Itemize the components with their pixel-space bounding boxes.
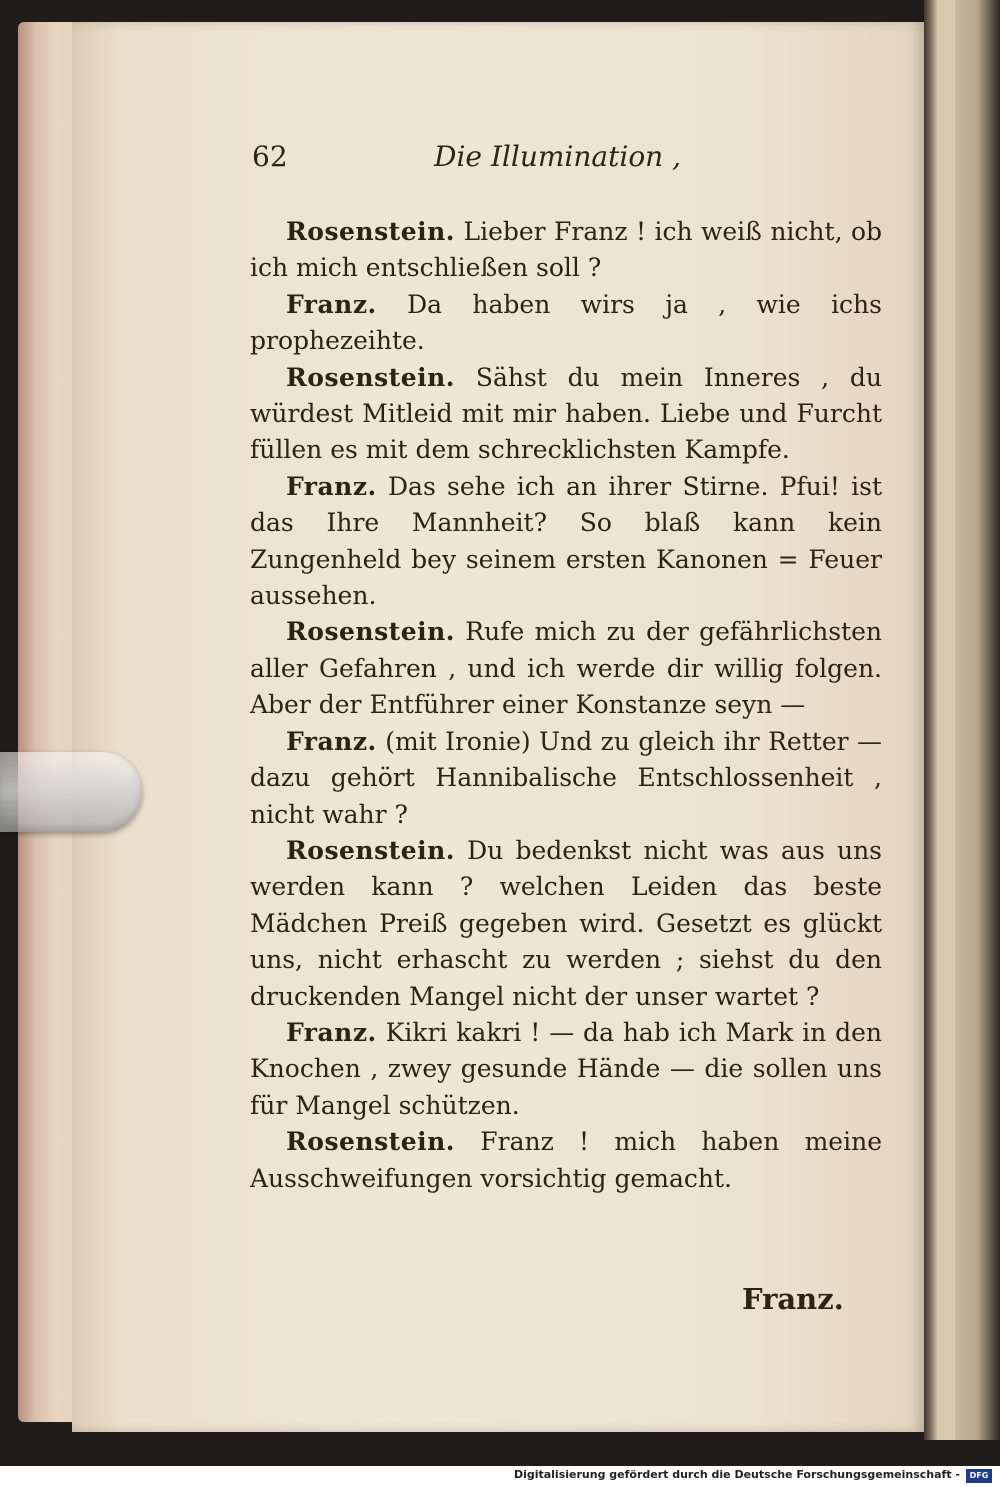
speaker-name: Franz. bbox=[286, 289, 377, 319]
running-title: Die Illumination , bbox=[434, 140, 682, 173]
dialogue-paragraph bbox=[250, 360, 882, 469]
dialogue-text: Du bedenkst nicht was aus uns werden kann ? welchen Leiden das beste Mädchen Preiß gegeben wird. Gesetzt es glückt uns, nicht erhascht zu werden ; siehst du den druckenden Mangel nicht der unser wartet ? bbox=[250, 835, 882, 1011]
speaker-name: Rosenstein. bbox=[286, 1127, 456, 1157]
funding-credit: Digitalisierung gefördert durch die Deutsche Forschungsgemeinschaft - bbox=[513, 1468, 960, 1481]
speaker-name: Franz. bbox=[286, 471, 377, 501]
dialogue-text: Lieber Franz ! ich weiß nicht, ob ich mich entschließen soll ? bbox=[250, 217, 883, 283]
catchword: Franz. bbox=[742, 1282, 844, 1316]
book-cover-edge bbox=[955, 0, 1000, 1440]
dialogue-paragraph bbox=[250, 724, 882, 833]
speaker-name: Franz. bbox=[286, 1017, 377, 1047]
dialogue-paragraph bbox=[250, 1015, 882, 1124]
page-holder-clip bbox=[0, 752, 142, 832]
dialogue-text: (mit Ironie) Und zu gleich ihr Retter — dazu gehört Hannibalische Entschlossenheit , nicht wahr ? bbox=[250, 726, 882, 829]
dialogue-paragraph bbox=[250, 833, 882, 1015]
dialogue-text: Das sehe ich an ihrer Stirne. Pfui! ist das Ihre Mannheit? So blaß kann kein Zungenheld bey seinem ersten Kanonen = Feuer aussehen. bbox=[250, 471, 882, 611]
dialogue-paragraph bbox=[250, 287, 882, 360]
speaker-name: Rosenstein. bbox=[286, 617, 456, 647]
dialogue-paragraph bbox=[250, 469, 882, 615]
speaker-name: Rosenstein. bbox=[286, 835, 456, 865]
speaker-name: Rosenstein. bbox=[286, 362, 456, 392]
dialogue-text: Rufe mich zu der gefährlichsten aller Gefahren , und ich werde dir willig folgen. Aber der Entführer einer Konstanze seyn — bbox=[250, 617, 882, 720]
running-head bbox=[252, 140, 892, 180]
dfg-logo-icon: DFG bbox=[966, 1469, 992, 1483]
page-number: 62 bbox=[252, 140, 288, 173]
dialogue-text: Kikri kakri ! — da hab ich Mark in den Knochen , zwey gesunde Hände — die sollen uns für Mangel schützen. bbox=[250, 1017, 882, 1120]
dialogue-paragraph bbox=[250, 214, 882, 287]
speaker-name: Franz. bbox=[286, 726, 377, 756]
dialogue-text: Da haben wirs ja , wie ichs prophezeihte. bbox=[250, 289, 882, 356]
page-body bbox=[250, 214, 882, 1197]
speaker-name: Rosenstein. bbox=[286, 217, 456, 246]
dialogue-text: Sähst du mein Inneres , du würdest Mitleid mit mir haben. Liebe und Furcht füllen es mit dem schrecklichsten Kampfe. bbox=[250, 362, 882, 465]
footer-bar bbox=[0, 1466, 1000, 1487]
dialogue-paragraph bbox=[250, 1124, 882, 1197]
dialogue-text: Franz ! mich haben meine Ausschweifungen vorsichtig gemacht. bbox=[250, 1127, 882, 1193]
dialogue-paragraph bbox=[250, 614, 882, 723]
